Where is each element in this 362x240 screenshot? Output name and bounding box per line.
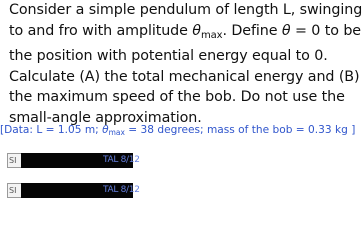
max-subscript: max bbox=[200, 29, 223, 41]
given-max-subscript: max bbox=[108, 128, 125, 137]
given-data-end: = 38 degrees; mass of the bob = 0.33 kg ] bbox=[124, 124, 356, 136]
question-line-2-middle: . Define bbox=[222, 22, 282, 39]
given-theta-symbol: θ bbox=[102, 124, 109, 136]
question-line-4: Calculate (A) the total mechanical energy and (B) bbox=[9, 68, 360, 85]
answer-input-a[interactable]: SI bbox=[7, 153, 22, 168]
answer-tag-b: TAL 8/12 bbox=[103, 185, 140, 195]
question-line-3: the position with potential energy equal to 0. bbox=[9, 48, 328, 64]
given-data-start: [Data: L = 1.05 m; bbox=[0, 124, 103, 136]
question-line-2 bbox=[9, 21, 361, 47]
theta-symbol-2: θ bbox=[281, 22, 291, 39]
theta-symbol: θ bbox=[192, 22, 201, 39]
question-line-2-start: to and fro with amplitude bbox=[9, 22, 193, 39]
answer-row-b bbox=[7, 183, 167, 198]
answer-tag-a: TAL 8/12 bbox=[103, 155, 140, 165]
given-data bbox=[0, 123, 356, 140]
answer-row-a bbox=[7, 153, 167, 168]
question-line-5: the maximum speed of the bob. Do not use the bbox=[9, 89, 345, 105]
answer-input-b[interactable]: SI bbox=[7, 183, 22, 198]
question-line-6: small-angle approximation. bbox=[9, 109, 202, 126]
question-text bbox=[9, 0, 362, 128]
question-line-1: Consider a simple pendulum of length L, swinging bbox=[9, 2, 362, 18]
question-line-2-end: = 0 to be bbox=[290, 22, 361, 39]
